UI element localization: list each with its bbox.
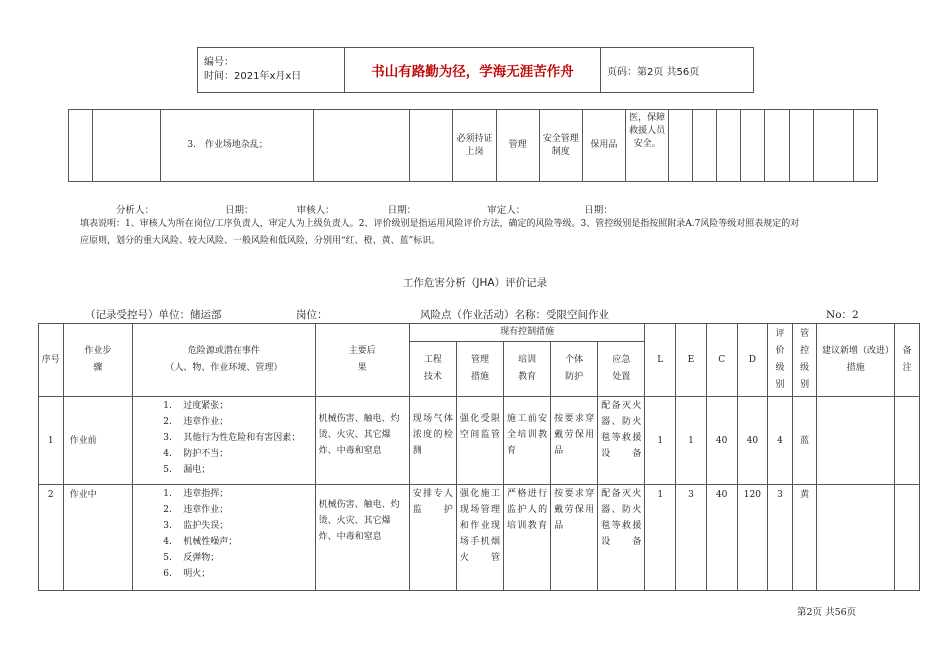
row-C: 40: [706, 485, 737, 591]
record-number: No：2: [826, 309, 859, 321]
header-hazard-line2: （人、物、作业环境、管理）: [165, 363, 283, 373]
previous-table-tail: [68, 109, 878, 182]
row-engineering: 安排专人监护: [409, 485, 456, 591]
row-L: 1: [645, 397, 676, 485]
table-row: [39, 485, 920, 591]
row-training: 严格进行监护人的培训教育: [504, 485, 551, 591]
page-number-label: 页码：第2页 共56页: [601, 48, 754, 93]
hazard-item: 1. 过度紧张；: [163, 401, 229, 411]
row-C: 40: [706, 397, 737, 485]
unit-label: （记录受控号）单位：储运部: [85, 309, 222, 321]
ppe-cell: 保用品: [582, 110, 625, 182]
row-consequence: 机械伤害、触电、灼烫、火灾、其它爆炸、中毒和窒息: [315, 397, 409, 485]
fill-note-line-2: 应原则，划分的重大风险、较大风险、一般风险和低风险，分别用“红、橙、黄、蓝”标识。: [80, 236, 441, 246]
header-control-level: 管控级别: [792, 324, 817, 397]
header-emergency: 应急处置: [598, 342, 645, 397]
hazard-item: 4. 防护不当；: [163, 449, 229, 459]
row-suggestion: [817, 397, 895, 485]
code-label: 编号：: [204, 57, 234, 68]
row-ppe: 按要求穿戴劳保用品: [551, 397, 598, 485]
header-D: D: [737, 324, 768, 397]
hazard-item: 2. 违章作业；: [163, 417, 229, 427]
engineering-cell: 必须持证上岗: [453, 110, 496, 182]
header-C: C: [706, 324, 737, 397]
row-emergency: 配备灭火器、防火毯等救援设备: [598, 485, 645, 591]
cell: [313, 110, 409, 182]
training-cell: 安全管理制度: [539, 110, 582, 182]
hazard-item: 3. 监护失误；: [163, 521, 229, 531]
header-seq: 序号: [39, 324, 64, 397]
cell: [813, 110, 853, 182]
row-E: 1: [676, 397, 707, 485]
header-remark: 备注: [895, 324, 920, 397]
header-info: [198, 48, 345, 93]
cell: [69, 110, 93, 182]
hazard-item: 6. 明火；: [163, 569, 211, 579]
page-title: 工作危害分析（JHA）评价记录: [402, 277, 548, 289]
header-eval-level: 评价级别: [768, 324, 793, 397]
cell: [669, 110, 693, 182]
signature-line: [116, 202, 613, 216]
risk-point-label: 风险点（作业活动）名称：受限空间作业: [420, 309, 609, 321]
header-hazard-line1: 危险源或潜在事件: [187, 346, 260, 356]
date-label: 日期：: [387, 205, 417, 216]
header-ppe: 个体防护: [551, 342, 598, 397]
row-step: 作业前: [63, 397, 133, 485]
row-seq: 2: [39, 485, 64, 591]
analyst-label: 分析人：: [116, 205, 155, 216]
header-step: 作业步骤: [63, 324, 133, 397]
row-emergency: 配备灭火器、防火毯等救援设备: [598, 397, 645, 485]
cell: [410, 110, 453, 182]
hazard-item: 2. 违章作业；: [163, 505, 229, 515]
header-motto: 书山有路勤为径，学海无涯苦作舟: [345, 48, 601, 93]
hazard-item: 1. 违章指挥；: [163, 489, 229, 499]
post-label: 岗位：: [296, 309, 328, 321]
approver-label: 审定人：: [487, 205, 526, 216]
row-control-level: 黄: [792, 485, 817, 591]
row-training: 施工前安全培训教育: [504, 397, 551, 485]
row-management: 强化施工现场管理和作业现场手机烟火管: [456, 485, 503, 591]
row-ppe: 按要求穿戴劳保用品: [551, 485, 598, 591]
hazard-cell: 3. 作业场地杂乱；: [161, 110, 314, 182]
header-hazard: [133, 324, 315, 397]
table-row: [39, 397, 920, 485]
row-eval-level: 3: [768, 485, 793, 591]
hazard-item: 5. 漏电；: [163, 465, 211, 475]
header-suggestion: 建议新增（改进）措施: [817, 324, 895, 397]
header-training: 培训教育: [504, 342, 551, 397]
page-footer: 第2页 共56页: [797, 607, 857, 618]
row-management: 强化受限空间监管: [456, 397, 503, 485]
header-engineering: 工程技术: [409, 342, 456, 397]
management-cell: 管理: [496, 110, 539, 182]
row-hazards: [133, 397, 315, 485]
page-header: [197, 47, 754, 93]
cell: [93, 110, 161, 182]
hazard-item: 5. 反弹物；: [163, 553, 220, 563]
row-eval-level: 4: [768, 397, 793, 485]
row-step: 作业中: [63, 485, 133, 591]
cell: [853, 110, 877, 182]
row-engineering: 现场气体浓度的检测: [409, 397, 456, 485]
row-suggestion: [817, 485, 895, 591]
hazard-item: 4. 机械性噪声；: [163, 537, 238, 547]
header-controls: 现有控制措施: [409, 324, 645, 342]
date-label: 日期：: [584, 205, 613, 216]
row-L: 1: [645, 485, 676, 591]
cell: [717, 110, 741, 182]
header-consequence: 主要后果: [315, 324, 409, 397]
header-management: 管理措施: [456, 342, 503, 397]
date-label: 日期：: [225, 205, 254, 216]
cell: [741, 110, 765, 182]
row-E: 3: [676, 485, 707, 591]
emergency-cell: 医，保障救援人员安全。: [626, 110, 669, 182]
header-E: E: [676, 324, 707, 397]
cell: [789, 110, 813, 182]
cell: [765, 110, 789, 182]
reviewer-label: 审核人：: [296, 205, 335, 216]
time-label: 时间：2021年x月x日: [204, 71, 302, 82]
header-L: L: [645, 324, 676, 397]
row-D: 40: [737, 397, 768, 485]
fill-note-line-1: 填表说明：1、审核人为所在岗位/工序负责人，审定人为上级负责人。2、评价级别是指运用风险评价方法，确定的风险等级。3、管控级别是指按照附录A.7风险等级对照表规定的对: [80, 219, 800, 229]
hazard-item: 3. 其他行为性危险和有害因素；: [163, 433, 301, 443]
row-seq: 1: [39, 397, 64, 485]
row-consequence: 机械伤害、触电、灼烫、火灾、其它爆炸、中毒和窒息: [315, 485, 409, 591]
row-remark: [895, 397, 920, 485]
jha-table: [38, 323, 920, 591]
row-control-level: 蓝: [792, 397, 817, 485]
row-D: 120: [737, 485, 768, 591]
cell: [693, 110, 717, 182]
row-remark: [895, 485, 920, 591]
row-hazards: [133, 485, 315, 591]
